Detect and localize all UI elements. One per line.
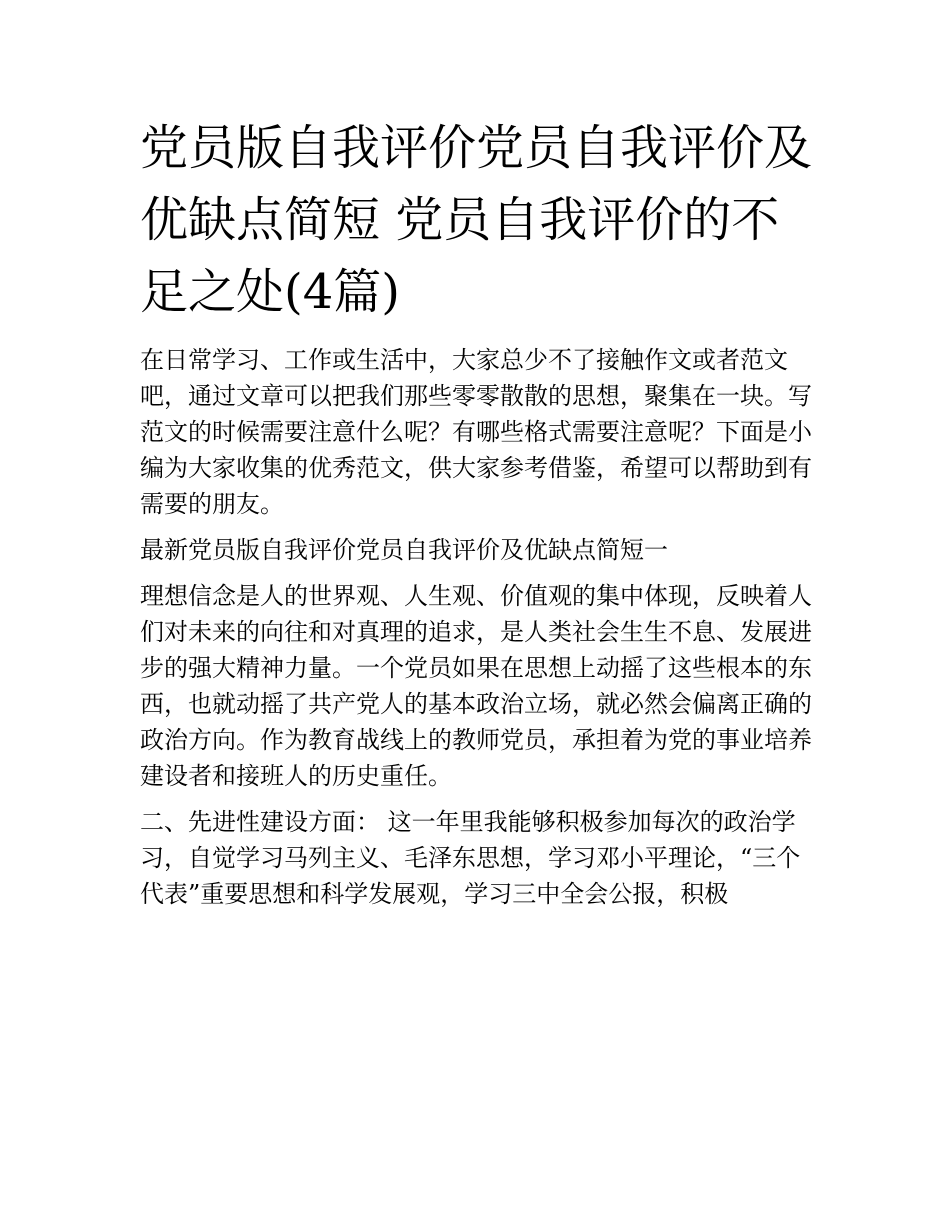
document-page [140, 112, 812, 912]
intro-paragraph: 在日常学习、工作或生活中，大家总少不了接触作文或者范文吧，通过文章可以把我们那些零零散散的思想，聚集在一块。写范文的时候需要注意什么呢？有哪些格式需要注意呢？下面是小编为大家收集的优秀范文，供大家参考借鉴，希望可以帮助到有需要的朋友。 [140, 346, 812, 518]
section-heading: 最新党员版自我评价党员自我评价及优缺点简短一 [140, 536, 668, 564]
body-paragraph: 二、先进性建设方面： 这一年里我能够积极参加每次的政治学习，自觉学习马列主义、毛泽东思想，学习邓小平理论，“三个代表”重要思想和科学发展观，学习三中全会公报，积极 [140, 808, 801, 908]
title-spacer [140, 328, 812, 342]
paragraph-spacer [140, 522, 812, 532]
paragraph-spacer [140, 568, 812, 578]
document-title: 党员版自我评价党员自我评价及优缺点简短 党员自我评价的不足之处(4篇) [140, 120, 813, 320]
body-paragraph: 理想信念是人的世界观、人生观、价值观的集中体现，反映着人们对未来的向往和对真理的追求，是人类社会生生不息、发展进步的强大精神力量。一个党员如果在思想上动摇了这些根本的东西，也就动摇了共产党人的基本政治立场，就必然会偏离正确的政治方向。作为教育战线上的教师党员，承担着为党的事业培养建设者和接班人的历史重任。 [140, 582, 812, 790]
paragraph-spacer [140, 794, 812, 804]
